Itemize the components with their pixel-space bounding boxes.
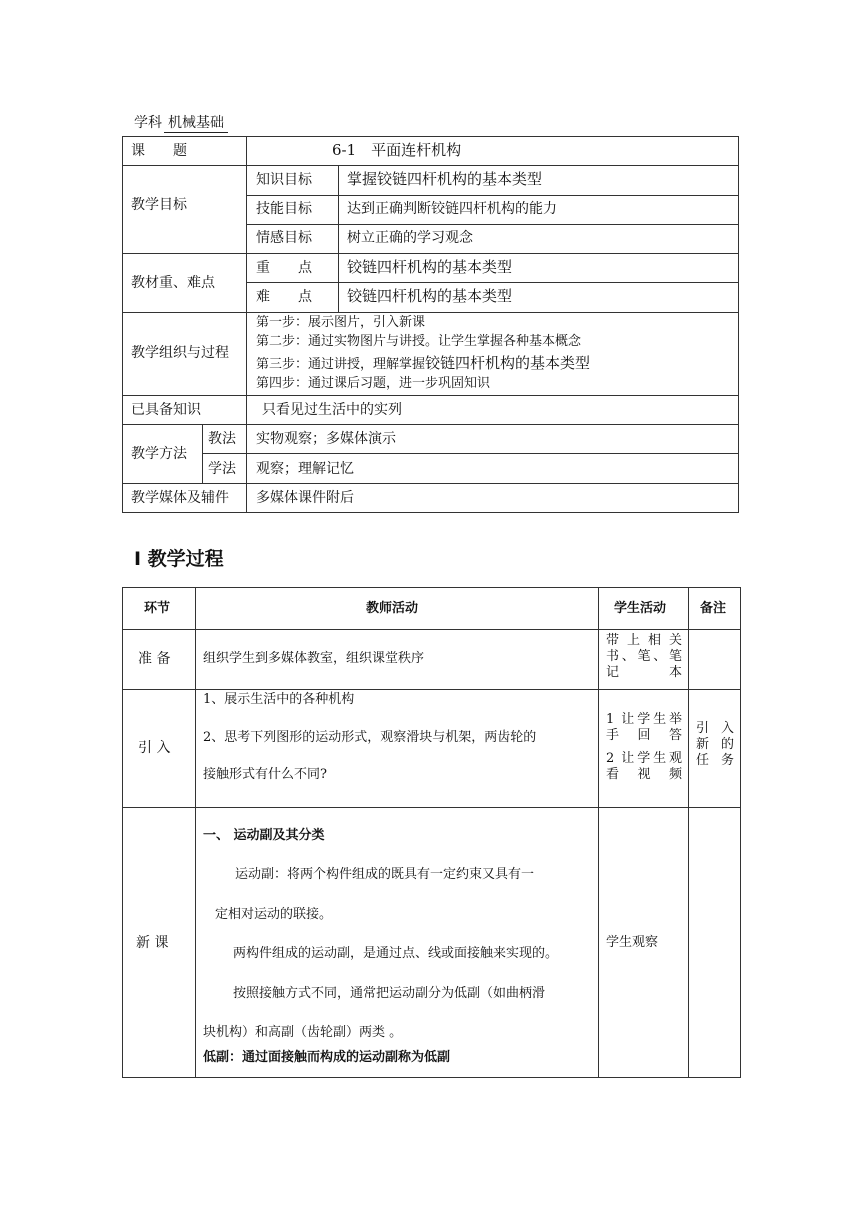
teacher-intro-line-3: 接触形式有什么不同? <box>203 767 327 782</box>
skill-goal-label: 技能目标 <box>256 201 312 217</box>
note-intro: 引入新的任务 <box>696 721 734 768</box>
emotion-goal-value: 树立正确的学习观念 <box>347 230 473 246</box>
process-step-3 <box>256 356 590 371</box>
student-intro-2: 2 让学生观看视频 <box>606 751 682 782</box>
learning-method-label: 学法 <box>208 461 236 477</box>
teaching-method-label: 教法 <box>208 431 236 447</box>
media-label: 教学媒体及辅件 <box>131 490 229 506</box>
stage-intro: 引 入 <box>138 740 171 756</box>
stage-prepare: 准 备 <box>138 651 171 667</box>
goals-label: 教学目标 <box>131 197 187 213</box>
teacher-new-footer: 低副：通过面接触而构成的运动副称为低副 <box>203 1050 451 1065</box>
subject-value: 机械基础 <box>164 115 228 133</box>
prior-label: 已具备知识 <box>131 402 201 418</box>
header-student: 学生活动 <box>614 601 667 616</box>
teacher-new-line-1: 运动副：将两个构件组成的既具有一定约束又具有一 <box>235 867 535 882</box>
media-value: 多媒体课件附后 <box>256 490 354 506</box>
teacher-new-line-4: 按照接触方式不同，通常把运动副分为低副（如曲柄滑 <box>233 986 546 1001</box>
key-point-value: 铰链四杆机构的基本类型 <box>347 258 513 276</box>
difficult-point-label: 难 点 <box>256 289 312 305</box>
student-prepare: 带上相关书、笔、笔记本 <box>606 633 682 680</box>
learning-method-value: 观察；理解记忆 <box>256 461 354 477</box>
process-step-3-emph: 铰链四杆机构的基本类型 <box>425 354 591 372</box>
teacher-intro-line-2: 2、思考下列图形的运动形式，观察滑块与机架，两齿轮的 <box>203 730 537 745</box>
student-new-lesson: 学生观察 <box>606 935 659 950</box>
teacher-new-heading: 一、 运动副及其分类 <box>203 828 325 843</box>
difficult-point-value: 铰链四杆机构的基本类型 <box>347 287 513 305</box>
process-step-3-text: 第三步：通过讲授，理解掌握 <box>256 357 426 372</box>
teacher-prepare: 组织学生到多媒体教室，组织课堂秩序 <box>203 651 425 666</box>
teacher-intro-line-1: 1、展示生活中的各种机构 <box>203 692 355 707</box>
topic-value: 6-1 平面连杆机构 <box>332 141 462 159</box>
section-title: Ⅰ 教学过程 <box>134 548 224 570</box>
process-step-4: 第四步：通过课后习题，进一步巩固知识 <box>256 376 491 391</box>
prior-value: 只看见过生活中的实列 <box>262 402 402 418</box>
header-stage: 环节 <box>144 601 171 616</box>
key-point-label: 重 点 <box>256 260 312 276</box>
emotion-goal-label: 情感目标 <box>256 230 312 246</box>
header-teacher: 教师活动 <box>366 601 419 616</box>
process-label: 教学组织与过程 <box>131 345 229 361</box>
knowledge-goal-value: 掌握铰链四杆机构的基本类型 <box>347 170 543 188</box>
header-note: 备注 <box>700 601 727 616</box>
method-label: 教学方法 <box>131 446 187 462</box>
process-step-1: 第一步：展示图片，引入新课 <box>256 315 426 330</box>
knowledge-goal-label: 知识目标 <box>256 172 312 188</box>
student-intro-1: 1 让学生举手回答 <box>606 712 682 743</box>
process-step-2: 第二步：通过实物图片与讲授。让学生掌握各种基本概念 <box>256 334 582 349</box>
subject-label: 学科 <box>134 115 162 131</box>
stage-new-lesson: 新 课 <box>136 935 169 951</box>
teacher-new-line-2: 定相对运动的联接。 <box>215 907 333 922</box>
teacher-new-line-3: 两构件组成的运动副，是通过点、线或面接触来实现的。 <box>233 946 559 961</box>
topic-label: 课 题 <box>131 143 187 159</box>
subject-header <box>134 116 228 130</box>
focus-label: 教材重、难点 <box>131 275 215 291</box>
teacher-new-line-5: 块机构）和高副（齿轮副）两类 。 <box>203 1025 403 1040</box>
teaching-method-value: 实物观察；多媒体演示 <box>256 431 396 447</box>
skill-goal-value: 达到正确判断铰链四杆机构的能力 <box>347 201 557 217</box>
